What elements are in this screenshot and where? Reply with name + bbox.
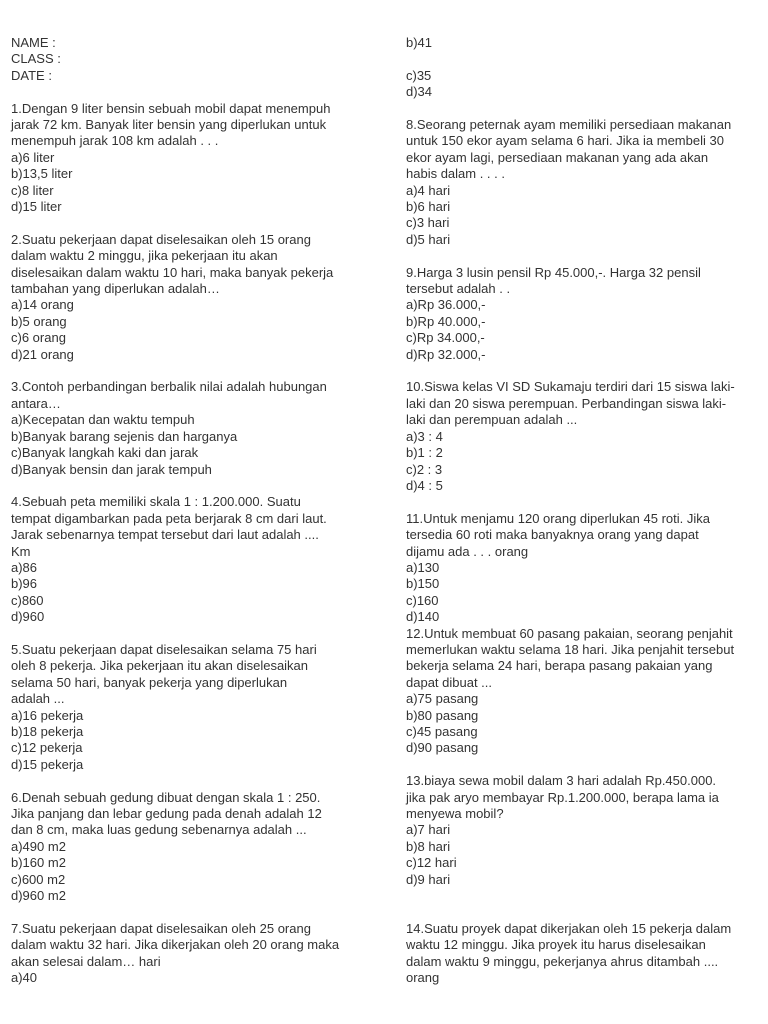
question-text-line: 7.Suatu pekerjaan dapat diselesaikan oleh 25 orang: [11, 920, 311, 936]
answer-option: c)Rp 34.000,-: [406, 330, 485, 346]
question-text-line: ekor ayam lagi, persediaan makanan yang ada akan: [406, 149, 709, 165]
answer-option: b)Banyak barang sejenis dan harganya: [11, 428, 238, 444]
question-text-line: 1.Dengan 9 liter bensin sebuah mobil dapat menempuh: [11, 100, 331, 116]
answer-option: b)96: [11, 576, 38, 592]
question-text-line: jarak 72 km. Banyak liter bensin yang diperlukan untuk: [11, 117, 327, 133]
question-10: [406, 379, 761, 494]
answer-option: c)2 : 3: [406, 461, 443, 477]
question-14: [406, 921, 761, 987]
question-text-line: Jarak sebenarnya tempat tersebut dari laut adalah ....: [11, 527, 319, 543]
answer-option: [406, 51, 761, 67]
question-text-line: 2.Suatu pekerjaan dapat diselesaikan oleh 15 orang: [11, 231, 311, 247]
question-text-line: tambahan yang diperlukan adalah…: [11, 281, 220, 297]
question-8: [406, 117, 761, 248]
answer-option: c)600 m2: [11, 871, 66, 887]
answer-option: c)860: [11, 592, 44, 608]
question-text-line: selama 50 hari, banyak pekerja yang diperlukan: [11, 674, 288, 690]
question-text-line: Jika panjang dan lebar gedung pada denah adalah 12: [11, 806, 322, 821]
question-9: [406, 265, 761, 363]
answer-option: b)13,5 liter: [11, 166, 73, 182]
question-text-line: menempuh jarak 108 km adalah . . .: [11, 133, 219, 149]
answer-option: b)18 pekerja: [11, 723, 84, 739]
answer-option: b)41: [406, 35, 433, 50]
question-text-line: untuk 150 ekor ayam selama 6 hari. Jika ia membeli 30: [406, 133, 724, 149]
question-text-line: bekerja selama 24 hari, berapa pasang pakaian yang: [406, 658, 713, 674]
answer-option: b)5 orang: [11, 313, 67, 329]
answer-option: a)490 m2: [11, 838, 66, 854]
question-text-line: menyewa mobil?: [406, 806, 504, 822]
question-text-line: habis dalam . . . .: [406, 166, 505, 182]
question-6: [11, 790, 366, 905]
answer-option: a)Rp 36.000,-: [406, 297, 486, 313]
right-question-list: [406, 117, 761, 986]
question-text-line: waktu 12 minggu. Jika proyek itu harus diselesaikan: [406, 937, 706, 953]
question-text-line: 14.Suatu proyek dapat dikerjakan oleh 15 pekerja dalam: [406, 920, 732, 936]
answer-option: d)15 pekerja: [11, 756, 84, 772]
answer-option: b)8 hari: [406, 838, 451, 854]
answer-option: a)86: [11, 559, 38, 575]
question-3: [11, 379, 366, 477]
answer-option: d)15 liter: [11, 199, 62, 215]
question-text-line: dan 8 cm, maka luas gedung sebenarnya adalah ...: [11, 822, 307, 838]
question-text-line: 3.Contoh perbandingan berbalik nilai adalah hubungan: [11, 379, 327, 395]
answer-option: a)14 orang: [11, 297, 74, 313]
answer-option: c)160: [406, 592, 439, 608]
answer-option: b)160 m2: [11, 855, 66, 871]
answer-option: a)16 pekerja: [11, 707, 84, 723]
name-label: NAME :: [11, 35, 56, 50]
question-text-line: 5.Suatu pekerjaan dapat diselesaikan selama 75 hari: [11, 641, 317, 657]
answer-option: a)75 pasang: [406, 691, 479, 707]
answer-option: a)6 liter: [11, 149, 55, 165]
answer-option: d)21 orang: [11, 346, 74, 362]
left-column: [11, 35, 366, 986]
answer-option: c)6 orang: [11, 330, 66, 346]
question-text-line: Km: [11, 543, 31, 559]
question-7: [11, 921, 366, 987]
answer-option: c)45 pasang: [406, 724, 478, 739]
header-block: [11, 35, 366, 84]
question-text-line: 10.Siswa kelas VI SD Sukamaju terdiri dari 15 siswa laki-: [406, 379, 735, 395]
question-4: [11, 494, 366, 625]
answer-option: a)4 hari: [406, 182, 451, 198]
answer-option: d)9 hari: [406, 871, 451, 887]
question-text-line: 13.biaya sewa mobil dalam 3 hari adalah Rp.450.000.: [406, 773, 717, 789]
answer-option: d)4 : 5: [406, 477, 443, 493]
answer-option: d)5 hari: [406, 231, 451, 247]
answer-option: a)3 : 4: [406, 428, 443, 444]
answer-option: d)34: [406, 84, 433, 100]
answer-option: d)960: [11, 609, 45, 625]
question-11: [406, 511, 761, 626]
answer-option: a)130: [406, 559, 440, 575]
answer-option: d)90 pasang: [406, 740, 479, 756]
question-text-line: dalam waktu 32 hari. Jika dikerjakan oleh 20 orang maka: [11, 937, 340, 953]
question-text-line: tersebut adalah . .: [406, 281, 511, 297]
question-text-line: memerlukan waktu selama 18 hari. Jika penjahit tersebut: [406, 641, 735, 657]
question-text-line: tersedia 60 roti maka banyaknya orang yang dapat: [406, 527, 699, 543]
question-7-continued: [406, 35, 761, 101]
question-text-line: laki dan 20 siswa perempuan. Perbandingan siswa laki-: [406, 395, 727, 411]
question-text-line: adalah ...: [11, 691, 65, 707]
question-12: [406, 626, 761, 757]
question-text-line: 6.Denah sebuah gedung dibuat dengan skala 1 : 250.: [11, 789, 321, 805]
question-text-line: laki dan perempuan adalah ...: [406, 412, 578, 428]
question-text-line: dijamu ada . . . orang: [406, 543, 529, 559]
answer-option: a)7 hari: [406, 822, 451, 838]
question-text-line: dapat dibuat ...: [406, 674, 493, 690]
date-label: DATE :: [11, 67, 52, 83]
question-2: [11, 232, 366, 363]
question-text-line: orang: [406, 970, 440, 986]
question-text-line: 11.Untuk menjamu 120 orang diperlukan 45 roti. Jika: [406, 510, 710, 526]
answer-option: d)960 m2: [11, 888, 66, 904]
answer-option: b)1 : 2: [406, 445, 443, 461]
answer-option: a)40: [11, 970, 38, 986]
question-text-line: jika pak aryo membayar Rp.1.200.000, berapa lama ia: [406, 789, 719, 805]
question-text-line: akan selesai dalam… hari: [11, 953, 161, 969]
answer-option: c)3 hari: [406, 215, 450, 231]
left-question-list: [11, 101, 366, 987]
question-text-line: 8.Seorang peternak ayam memiliki persediaan makanan: [406, 117, 732, 133]
answer-option: d)Banyak bensin dan jarak tempuh: [11, 461, 212, 477]
answer-option: b)80 pasang: [406, 707, 479, 723]
question-13: [406, 773, 761, 888]
answer-option: c)Banyak langkah kaki dan jarak: [11, 445, 199, 461]
question-text-line: diselesaikan dalam waktu 10 hari, maka banyak pekerja: [11, 264, 334, 280]
question-text-line: dalam waktu 2 minggu, jika pekerjaan itu akan: [11, 248, 278, 264]
question-text-line: antara…: [11, 395, 61, 411]
answer-option: b)Rp 40.000,-: [406, 313, 486, 329]
question-text-line: 9.Harga 3 lusin pensil Rp 45.000,-. Harga 32 pensil: [406, 264, 701, 280]
answer-option: c)8 liter: [11, 182, 54, 198]
question-text-line: 12.Untuk membuat 60 pasang pakaian, seorang penjahit: [406, 625, 733, 641]
question-text-line: dalam waktu 9 minggu, pekerjanya ahrus ditambah ....: [406, 953, 719, 969]
answer-option: d)Rp 32.000,-: [406, 346, 486, 362]
answer-option: b)150: [406, 576, 440, 592]
class-label: CLASS :: [11, 51, 61, 67]
right-column: [406, 35, 761, 986]
question-text-line: oleh 8 pekerja. Jika pekerjaan itu akan diselesaikan: [11, 658, 309, 674]
answer-option: a)Kecepatan dan waktu tempuh: [11, 412, 195, 428]
answer-option: b)6 hari: [406, 199, 451, 215]
question-text-line: tempat digambarkan pada peta berjarak 8 cm dari laut.: [11, 510, 327, 526]
question-1: [11, 101, 366, 216]
question-5: [11, 642, 366, 773]
answer-option: c)12 hari: [406, 855, 457, 871]
answer-option: c)35: [406, 67, 432, 83]
answer-option: d)140: [406, 609, 440, 625]
answer-option: c)12 pekerja: [11, 740, 83, 756]
question-text-line: 4.Sebuah peta memiliki skala 1 : 1.200.000. Suatu: [11, 494, 301, 510]
